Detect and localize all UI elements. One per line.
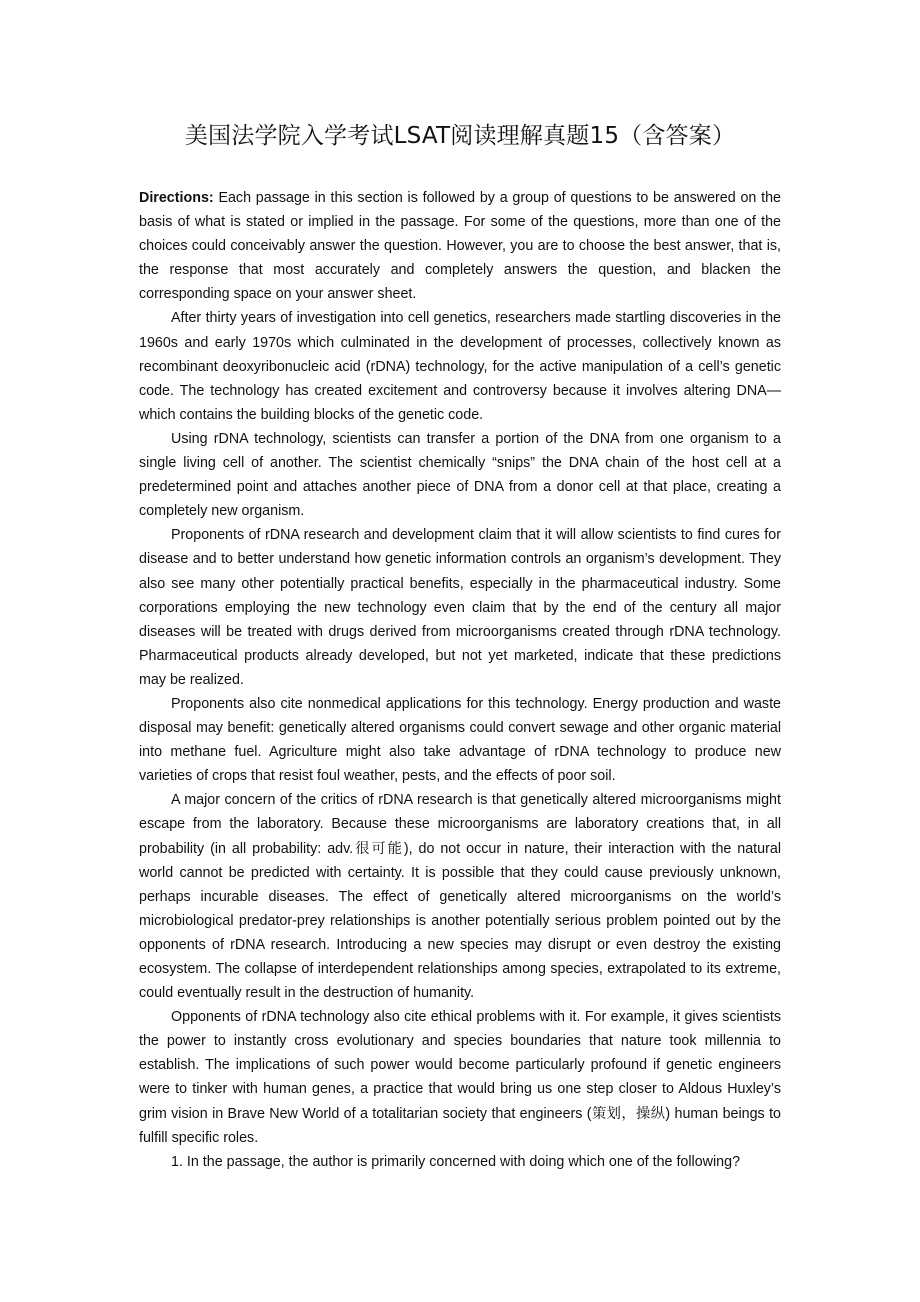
passage-paragraph-5: A major concern of the critics of rDNA research is that genetically altered microorganisms might escape from the laboratory. Because these microorganisms are laboratory creations that, in all probability (in all probability: adv.很可能), do not occur in nature, their interaction with the natural world cannot be predicted with certainty. It is possible that they could cause previously unknown, perhaps incurable diseases. The effect of genetically altered microorganisms on the world’s microbiological predator-prey relationships is another potentially serious problem pointed out by the opponents of rDNA research. Introducing a new species may disrupt or even destroy the existing ecosystem. The collapse of interdependent relationships among species, extrapolated to its extreme, could eventually result in the destruction of humanity. (139, 792, 781, 1002)
document-body (139, 186, 781, 1174)
passage-paragraph-1: After thirty years of investigation into cell genetics, researchers made startling discoveries in the 1960s and early 1970s which culminated in the development of processes, collectively known as recombinant deoxyribonucleic acid (rDNA) technology, for the active manipulation of a cell’s genetic code. The technology has created excitement and controversy because it involves altering DNA—which contains the building blocks of the genetic code. (139, 310, 781, 423)
directions-label: Directions: (139, 190, 214, 206)
directions-text: Each passage in this section is followed by a group of questions to be answered on the basis of what is stated or implied in the passage. For some of the questions, more than one of the choices could conceivably answer the question. However, you are to choose the best answer, that is, the response that most accurately and completely answers the question, and blacken the corresponding space on your answer sheet. (139, 190, 781, 303)
document-page (139, 120, 781, 1174)
directions-paragraph (139, 186, 781, 306)
passage-paragraph-6: Opponents of rDNA technology also cite ethical problems with it. For example, it gives scientists the power to instantly cross evolutionary and species boundaries that nature took millennia to establish. The implications of such power would become particularly profound if genetic engineers were to tinker with human genes, a practice that would bring us one step closer to Aldous Huxley’s grim vision in Brave New World of a totalitarian society that engineers (策划，操纵) human beings to fulfill specific roles. (139, 1009, 781, 1146)
passage-paragraph-4: Proponents also cite nonmedical applications for this technology. Energy production and waste disposal may benefit: genetically altered organisms could convert sewage and other organic material into methane fuel. Agriculture might also take advantage of rDNA technology to produce new varieties of crops that resist foul weather, pests, and the effects of poor soil. (139, 695, 781, 785)
passage-paragraph-3: Proponents of rDNA research and development claim that it will allow scientists to find cures for disease and to better understand how genetic information controls an organism’s development. They also see many other potentially practical benefits, especially in the pharmaceutical industry. Some corporations employing the new technology even claim that by the end of the century all major diseases will be treated with drugs derived from microorganisms created through rDNA technology. Pharmaceutical products already developed, but not yet marketed, indicate that these predictions may be realized. (139, 527, 781, 688)
passage-paragraph-2: Using rDNA technology, scientists can transfer a portion of the DNA from one organism to a single living cell of another. The scientist chemically “snips” the DNA chain of the host cell at a predetermined point and attaches another piece of DNA from a donor cell at that place, creating a completely new organism. (139, 430, 781, 520)
question-1: 1. In the passage, the author is primarily concerned with doing which one of the following? (171, 1153, 741, 1170)
document-title: 美国法学院入学考试LSAT阅读理解真题15（含答案） (184, 123, 736, 149)
